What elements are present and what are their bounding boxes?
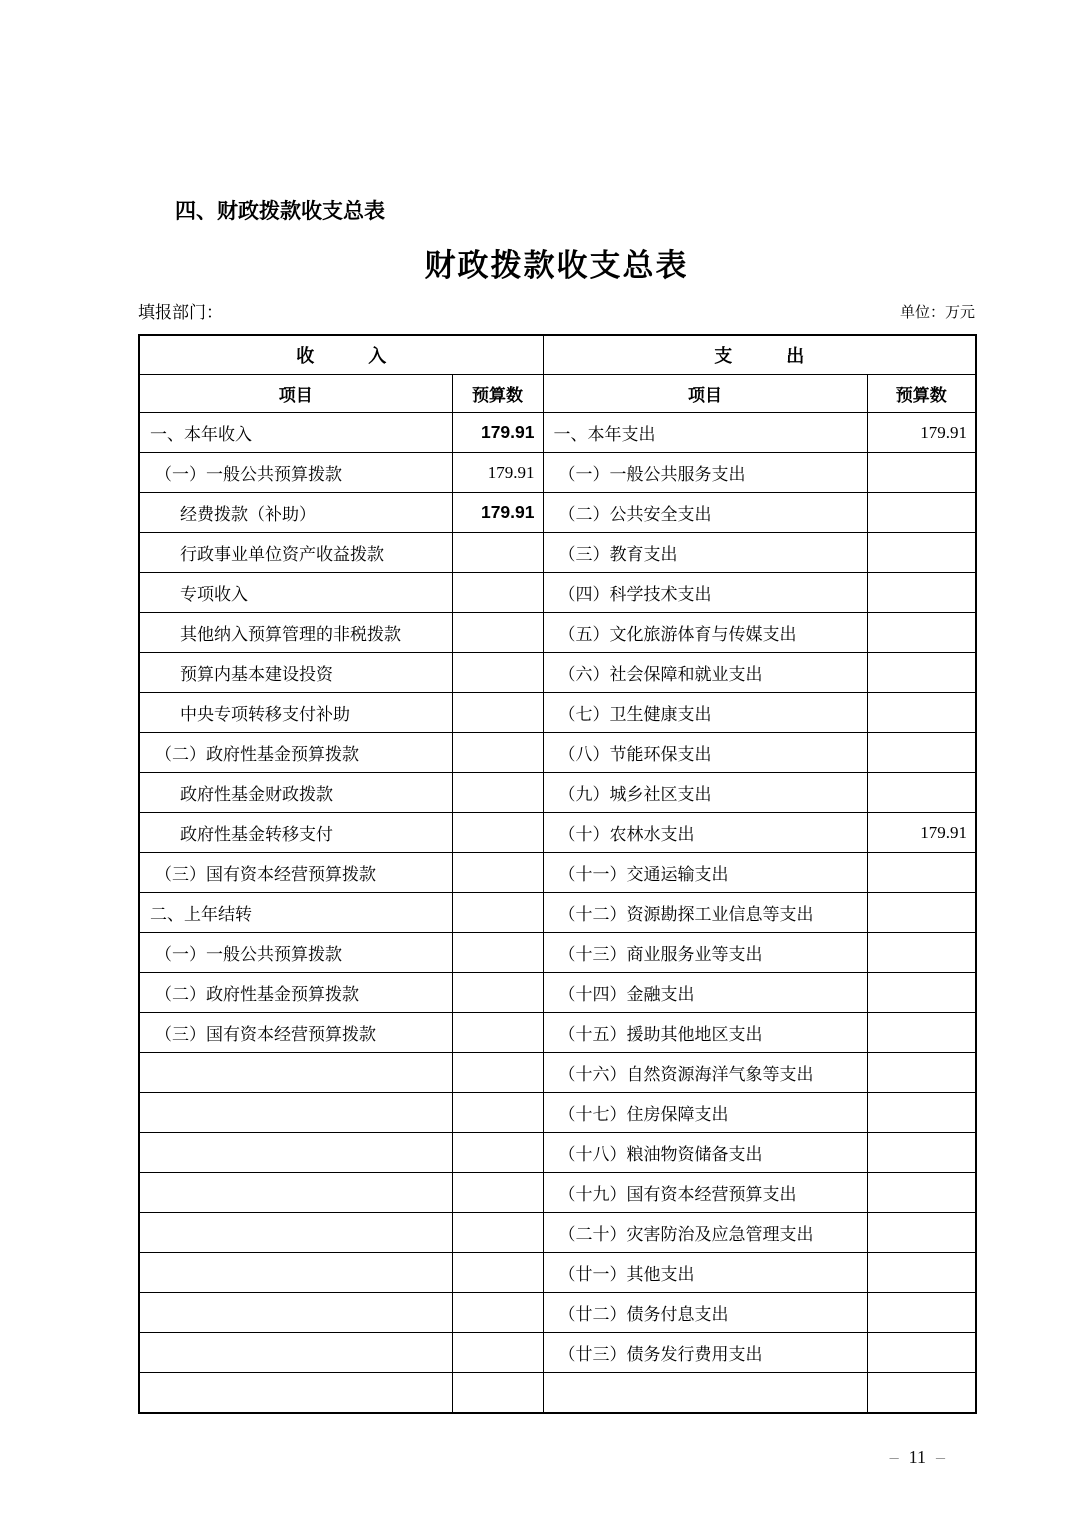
column-header-row: [139, 375, 976, 413]
table-row: [139, 1333, 976, 1373]
footer-page-number: 11: [908, 1447, 926, 1467]
income-item-cell: 政府性基金转移支付: [139, 813, 452, 853]
income-item-cell: （二）政府性基金预算拨款: [139, 733, 452, 773]
expense-value-cell: [867, 693, 976, 733]
income-item-cell: （一）一般公共预算拨款: [139, 933, 452, 973]
footer-dash-left: –: [889, 1447, 899, 1467]
income-value-cell: [452, 1133, 543, 1173]
income-value-cell: [452, 1013, 543, 1053]
expense-value-cell: [867, 973, 976, 1013]
income-item-cell: [139, 1293, 452, 1333]
table-row: [139, 773, 976, 813]
table-row: [139, 933, 976, 973]
income-value-cell: [452, 693, 543, 733]
income-item-cell: [139, 1093, 452, 1133]
income-item-cell: （三）国有资本经营预算拨款: [139, 853, 452, 893]
expense-value-cell: [867, 653, 976, 693]
table-row: [139, 1213, 976, 1253]
expense-value-cell: [867, 893, 976, 933]
income-item-cell: 其他纳入预算管理的非税拨款: [139, 613, 452, 653]
expense-value-cell: [867, 1133, 976, 1173]
expense-item-cell: （七）卫生健康支出: [543, 693, 867, 733]
income-item-cell: [139, 1213, 452, 1253]
expense-item-cell: （十一）交通运输支出: [543, 853, 867, 893]
income-item-header: 项目: [139, 375, 452, 413]
table-row: [139, 893, 976, 933]
expense-value-cell: [867, 1253, 976, 1293]
income-value-cell: 179.91: [452, 453, 543, 493]
table-row: [139, 693, 976, 733]
income-value-cell: [452, 573, 543, 613]
expense-group-header: 支 出: [543, 335, 976, 375]
table-row: [139, 853, 976, 893]
income-item-cell: [139, 1333, 452, 1373]
income-item-cell: [139, 1373, 452, 1414]
expense-value-cell: [867, 533, 976, 573]
expense-value-cell: [867, 1013, 976, 1053]
expense-item-cell: （五）文化旅游体育与传媒支出: [543, 613, 867, 653]
income-item-cell: 政府性基金财政拨款: [139, 773, 452, 813]
income-item-cell: （三）国有资本经营预算拨款: [139, 1013, 452, 1053]
table-row: [139, 533, 976, 573]
income-value-cell: 179.91: [452, 413, 543, 453]
expense-value-cell: [867, 613, 976, 653]
income-value-cell: [452, 1293, 543, 1333]
expense-item-cell: （二十）灾害防治及应急管理支出: [543, 1213, 867, 1253]
income-value-cell: [452, 1093, 543, 1133]
table-row: [139, 1133, 976, 1173]
income-value-cell: [452, 893, 543, 933]
expense-item-cell: （廿一）其他支出: [543, 1253, 867, 1293]
expense-value-cell: [867, 493, 976, 533]
expense-value-cell: [867, 453, 976, 493]
expense-item-cell: （十二）资源勘探工业信息等支出: [543, 893, 867, 933]
income-value-cell: [452, 853, 543, 893]
department-label: 填报部门：: [138, 303, 223, 322]
income-value-cell: [452, 973, 543, 1013]
expense-item-cell: 一、本年支出: [543, 413, 867, 453]
expense-item-cell: （廿三）债务发行费用支出: [543, 1333, 867, 1373]
unit-label: 单位：万元: [899, 305, 975, 321]
table-row: [139, 1013, 976, 1053]
income-value-cell: 179.91: [452, 493, 543, 533]
income-value-cell: [452, 1253, 543, 1293]
income-value-cell: [452, 1373, 543, 1414]
income-value-cell: [452, 613, 543, 653]
income-item-cell: 行政事业单位资产收益拨款: [139, 533, 452, 573]
expense-value-cell: [867, 733, 976, 773]
income-item-cell: 专项收入: [139, 573, 452, 613]
group-header-row: [139, 335, 976, 375]
expense-value-cell: [867, 1333, 976, 1373]
income-value-cell: [452, 1173, 543, 1213]
expense-item-cell: （廿二）债务付息支出: [543, 1293, 867, 1333]
table-row: [139, 1253, 976, 1293]
income-item-cell: 经费拨款（补助）: [139, 493, 452, 533]
expense-item-cell: [543, 1373, 867, 1414]
income-value-cell: [452, 1333, 543, 1373]
table-row: [139, 573, 976, 613]
expense-value-cell: [867, 1173, 976, 1213]
expense-item-cell: （四）科学技术支出: [543, 573, 867, 613]
income-value-cell: [452, 933, 543, 973]
table-row: [139, 613, 976, 653]
expense-item-header: 项目: [543, 375, 867, 413]
expense-item-cell: （二）公共安全支出: [543, 493, 867, 533]
income-item-cell: [139, 1173, 452, 1213]
expense-item-cell: （十六）自然资源海洋气象等支出: [543, 1053, 867, 1093]
expense-value-cell: [867, 1053, 976, 1093]
budget-table: [138, 334, 977, 1414]
expense-value-cell: [867, 573, 976, 613]
table-row: [139, 1053, 976, 1093]
expense-item-cell: （三）教育支出: [543, 533, 867, 573]
income-item-cell: 预算内基本建设投资: [139, 653, 452, 693]
expense-item-cell: （六）社会保障和就业支出: [543, 653, 867, 693]
expense-value-cell: 179.91: [867, 813, 976, 853]
expense-value-cell: [867, 1213, 976, 1253]
table-row: [139, 1093, 976, 1133]
table-row: [139, 653, 976, 693]
income-item-cell: [139, 1253, 452, 1293]
expense-value-cell: [867, 1093, 976, 1133]
income-item-cell: [139, 1133, 452, 1173]
expense-item-cell: （十四）金融支出: [543, 973, 867, 1013]
expense-budget-header: 预算数: [867, 375, 976, 413]
income-item-cell: （二）政府性基金预算拨款: [139, 973, 452, 1013]
expense-value-cell: 179.91: [867, 413, 976, 453]
income-item-cell: 一、本年收入: [139, 413, 452, 453]
expense-item-cell: （十三）商业服务业等支出: [543, 933, 867, 973]
expense-item-cell: （八）节能环保支出: [543, 733, 867, 773]
expense-value-cell: [867, 853, 976, 893]
expense-value-cell: [867, 1293, 976, 1333]
page-title: 财政拨款收支总表: [424, 248, 689, 283]
expense-item-cell: （十九）国有资本经营预算支出: [543, 1173, 867, 1213]
income-item-cell: 中央专项转移支付补助: [139, 693, 452, 733]
table-row: [139, 1373, 976, 1414]
income-item-cell: （一）一般公共预算拨款: [139, 453, 452, 493]
footer-dash-right: –: [936, 1447, 945, 1467]
page-footer: [138, 1444, 975, 1470]
income-item-cell: 二、上年结转: [139, 893, 452, 933]
section-heading: 四、财政拨款收支总表: [175, 199, 385, 223]
table-row: [139, 973, 976, 1013]
income-value-cell: [452, 1213, 543, 1253]
meta-row: [138, 302, 975, 324]
expense-item-cell: （一）一般公共服务支出: [543, 453, 867, 493]
table-row: [139, 1293, 976, 1333]
income-item-cell: [139, 1053, 452, 1093]
expense-value-cell: [867, 933, 976, 973]
income-value-cell: [452, 1053, 543, 1093]
expense-item-cell: （九）城乡社区支出: [543, 773, 867, 813]
table-row: [139, 733, 976, 773]
income-value-cell: [452, 773, 543, 813]
expense-value-cell: [867, 773, 976, 813]
table-row: [139, 1173, 976, 1213]
expense-value-cell: [867, 1373, 976, 1414]
table-row: [139, 453, 976, 493]
income-value-cell: [452, 653, 543, 693]
income-group-header: 收 入: [139, 335, 543, 375]
expense-item-cell: （十七）住房保障支出: [543, 1093, 867, 1133]
expense-item-cell: （十八）粮油物资储备支出: [543, 1133, 867, 1173]
table-row: [139, 813, 976, 853]
expense-item-cell: （十五）援助其他地区支出: [543, 1013, 867, 1053]
table-row: [139, 493, 976, 533]
table-row: [139, 413, 976, 453]
income-value-cell: [452, 733, 543, 773]
expense-item-cell: （十）农林水支出: [543, 813, 867, 853]
income-value-cell: [452, 533, 543, 573]
table-body: [139, 413, 976, 1414]
income-value-cell: [452, 813, 543, 853]
document-page: [138, 0, 975, 1470]
income-budget-header: 预算数: [452, 375, 543, 413]
